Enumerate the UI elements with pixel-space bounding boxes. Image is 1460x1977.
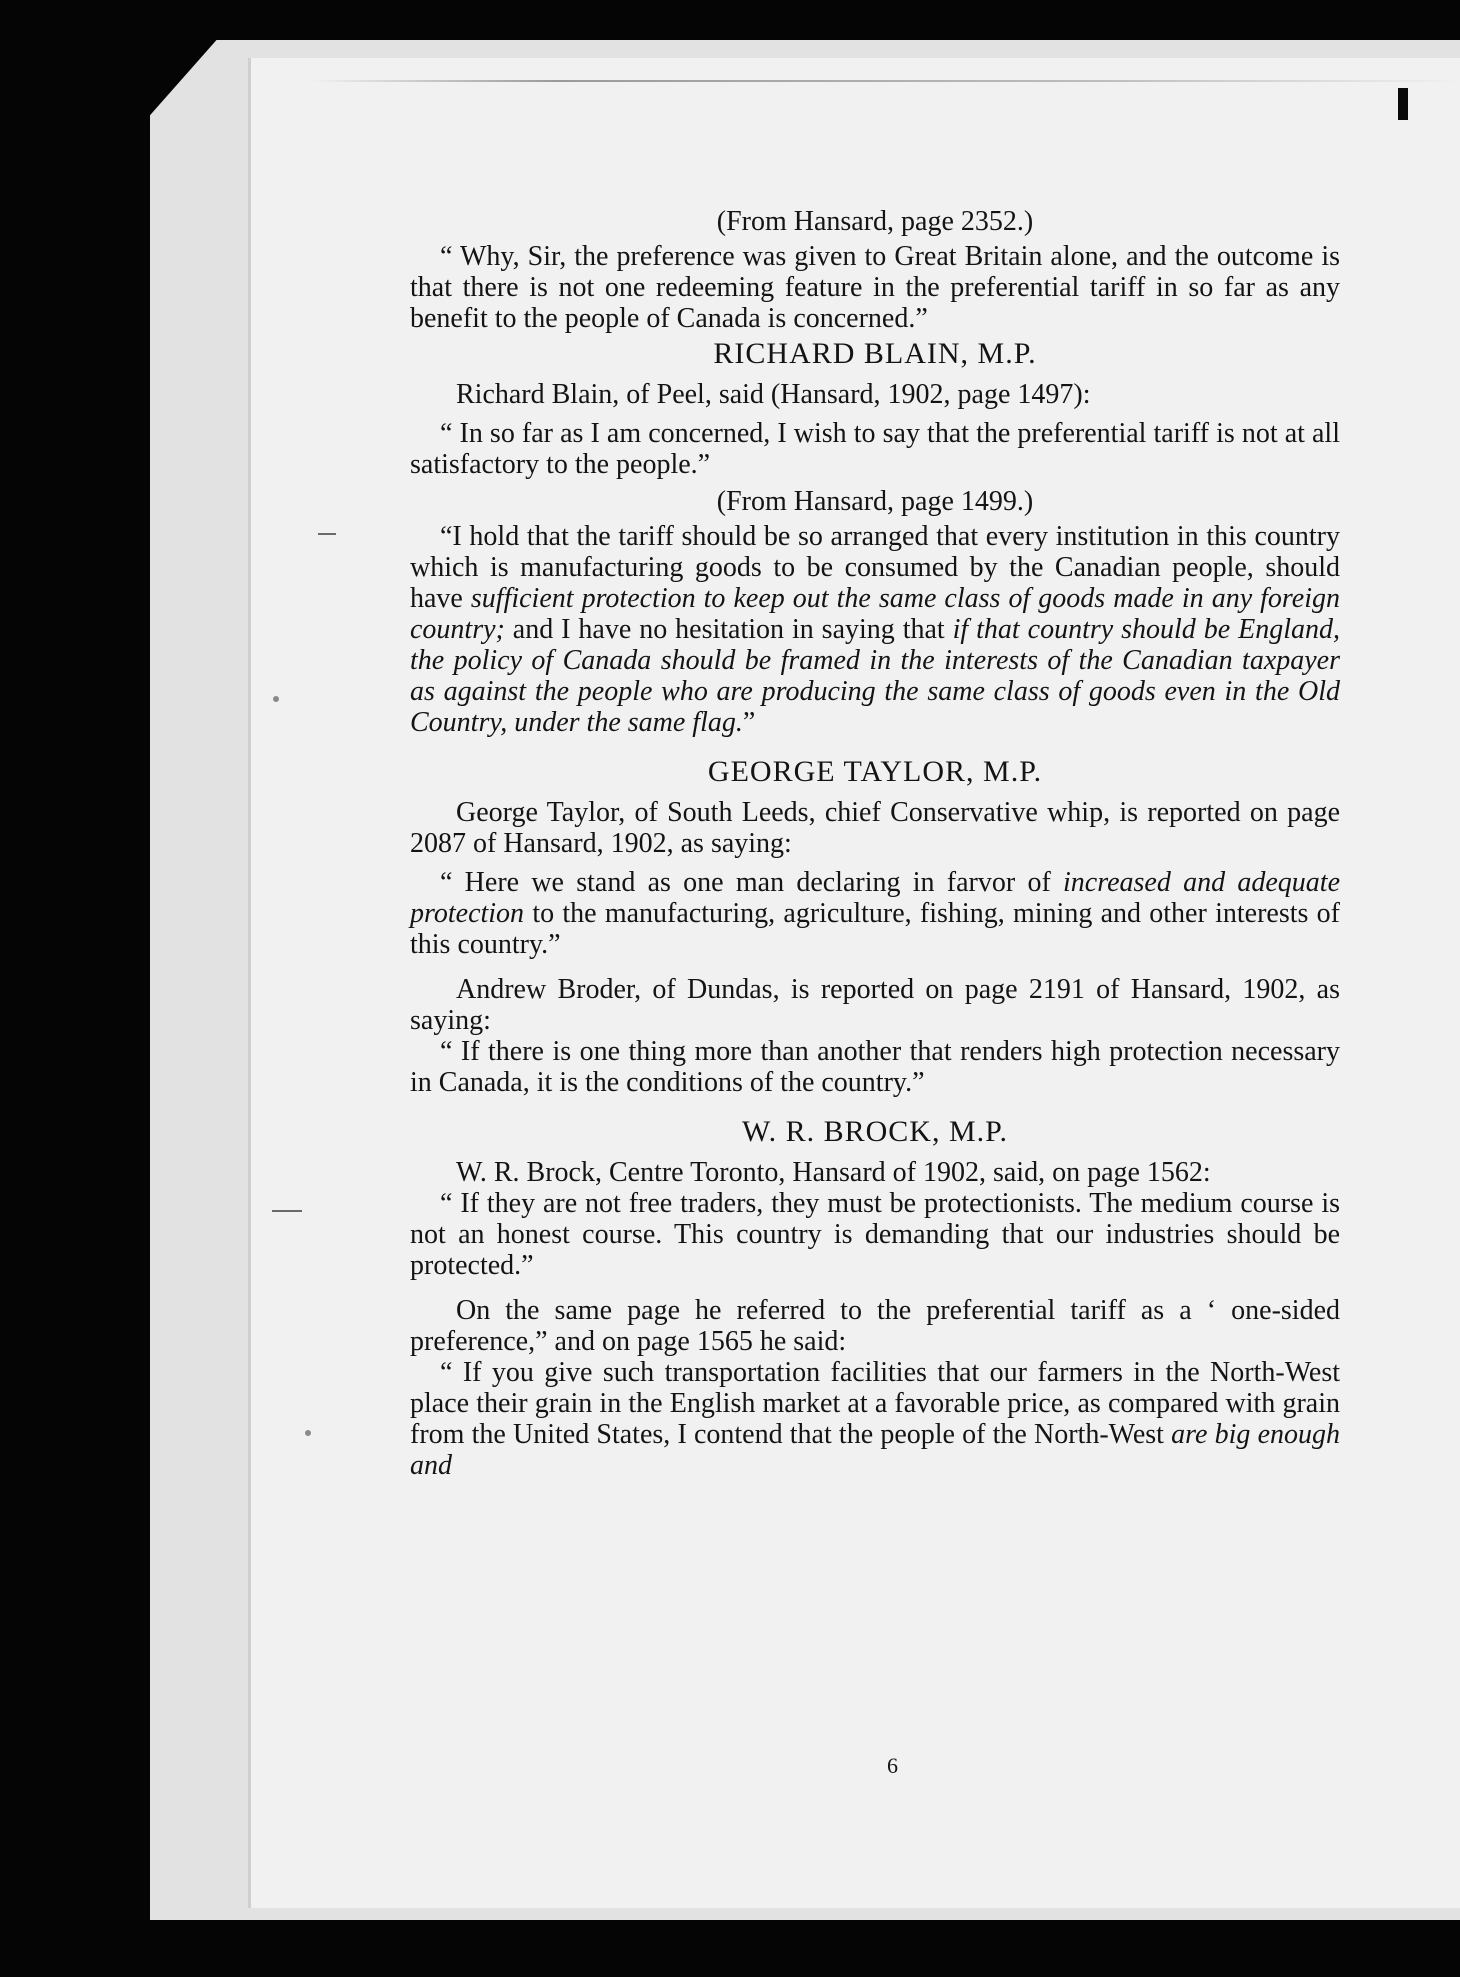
quote-text: to the manufacturing, agriculture, fishing, mining and other interests of this country.” (410, 898, 1340, 960)
quote-paragraph (410, 867, 1340, 960)
italic-emphasis: increased and adequate protection (410, 867, 1340, 929)
quote-paragraph: “ Why, Sir, the preference was given to Great Britain alone, and the outcome is that there is not one redeeming feature in the preferential tariff in so far as any benefit to the people of Canada is concerned.” (410, 241, 1340, 334)
quote-paragraph: “ In so far as I am concerned, I wish to say that the preferential tariff is not at all satisfactory to the people.” (410, 418, 1340, 480)
italic-emphasis: sufficient protection to keep out the same class of goods made in any foreign country; (410, 583, 1340, 645)
intro-paragraph: W. R. Brock, Centre Toronto, Hansard of 1902, said, on page 1562: (456, 1157, 1211, 1188)
source-citation: (From Hansard, page 2352.) (716, 206, 1034, 237)
binding-mark (1398, 88, 1408, 120)
body-paragraph: On the same page he referred to the preferential tariff as a ‘ one-sided preference,” and on page 1565 he said: (410, 1295, 1340, 1357)
quote-text: and I have no hesitation in saying that (504, 614, 953, 645)
document-text (410, 200, 1340, 1481)
source-citation: (From Hansard, page 1499.) (716, 486, 1034, 517)
scan-speck (273, 696, 279, 702)
scan-mark (272, 1210, 302, 1212)
section-heading: GEORGE TAYLOR, M.P. (707, 755, 1043, 788)
quote-paragraph (410, 521, 1340, 738)
intro-paragraph: George Taylor, of South Leeds, chief Conservative whip, is reported on page 2087 of Hansard, 1902, as saying: (410, 797, 1340, 859)
quote-paragraph: “ If they are not free traders, they must be protectionists. The medium course is not an honest course. This country is demanding that our industries should be protected.” (410, 1188, 1340, 1281)
page-number: 6 (887, 1753, 898, 1778)
intro-paragraph: Andrew Broder, of Dundas, is reported on page 2191 of Hansard, 1902, as saying: (410, 974, 1340, 1036)
italic-emphasis: if that country should be England, the policy of Canada should be framed in the interests of the Canadian taxpayer as against the people who are producing the same class of goods even in the Old Country, under the same flag. (410, 614, 1340, 738)
quote-paragraph (410, 1357, 1340, 1481)
quote-text: ” (742, 707, 756, 738)
quote-text: “ Here we stand as one man declaring in farvor of (440, 867, 1064, 898)
quote-text: “I hold that the tariff should be so arranged that every institution in this country which is manufacturing goods to be consumed by the Canadian people, should have (410, 521, 1340, 614)
scan-speck (305, 1430, 311, 1436)
intro-paragraph: Richard Blain, of Peel, said (Hansard, 1902, page 1497): (456, 379, 1091, 410)
section-heading: W. R. BROCK, M.P. (742, 1115, 1008, 1148)
quote-text: “ If you give such transportation facilities that our farmers in the North-West place their grain in the English market at a favorable price, as compared with grain from the United States, I contend that the people of the North-West (410, 1357, 1340, 1450)
section-heading: RICHARD BLAIN, M.P. (713, 337, 1037, 370)
scan-mark (318, 533, 336, 535)
quote-paragraph: “ If there is one thing more than another that renders high protection necessary in Canada, it is the conditions of the country.” (410, 1036, 1340, 1098)
italic-emphasis: are big enough and (410, 1419, 1340, 1481)
